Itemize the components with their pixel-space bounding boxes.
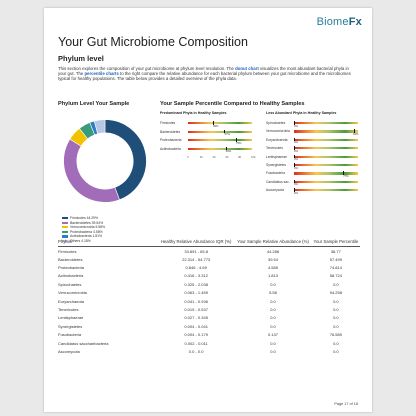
- table-cell: 94.258: [329, 290, 342, 296]
- percentile-value: 0%: [294, 183, 298, 187]
- table-row: [58, 314, 360, 322]
- donut-chart-link[interactable]: donut chart: [235, 66, 259, 71]
- percentile-value: 59%: [225, 150, 232, 153]
- table-cell: 5.58: [269, 290, 277, 296]
- percentile-row: [266, 171, 366, 178]
- percentile-row: [266, 155, 366, 162]
- table-cell: 0.002 - 0.011: [184, 340, 208, 346]
- table-cell: 0.004 - 0.179: [184, 332, 208, 338]
- axis-tick-label: 0: [187, 156, 189, 159]
- table-cell: 39.54: [267, 256, 278, 262]
- table-cell: 0.416 - 3.312: [184, 273, 208, 279]
- axis-tick-label: 20: [199, 156, 203, 159]
- table-cell: 0.846 - 4.69: [185, 265, 207, 271]
- percentile-label: Firmicutes: [160, 121, 176, 125]
- percentile-label: Spirochaetes: [266, 121, 286, 125]
- percentile-bar: [294, 130, 358, 132]
- table-cell: 0.0: [333, 298, 339, 304]
- percentile-value: 77%: [343, 174, 349, 178]
- table-cell: 33.891 - 65.8: [184, 248, 208, 254]
- percentile-value: 57%: [224, 133, 230, 136]
- table-cell: Tenericutes: [58, 307, 79, 313]
- table-cell: Synergistetes: [58, 323, 83, 329]
- percentile-row: [160, 138, 260, 145]
- table-cell: 0.0 - 0.0: [188, 348, 204, 354]
- table-row: [58, 289, 360, 297]
- table-cell: 0.0: [333, 348, 339, 354]
- legend-label: Firmicutes 44.29%: [70, 216, 99, 220]
- less-abundant-percentile-bars: [266, 121, 366, 203]
- legend-swatch: [62, 231, 68, 233]
- table-cell: 0.027 - 0.345: [184, 315, 208, 321]
- table-row: [58, 272, 360, 280]
- percentile-label: Verrucomicrobia: [266, 129, 290, 134]
- table-cell: 0.0: [333, 307, 339, 313]
- table-cell: 22.314 - 54.773: [182, 256, 211, 262]
- table-header-cell: Phylum: [58, 240, 158, 247]
- percentile-bar: [294, 189, 358, 191]
- table-header-cell: Your Sample Percentile: [312, 240, 360, 247]
- table-cell: Proteobacteria: [58, 265, 85, 271]
- table-cell: Euryarchaeota: [58, 298, 85, 304]
- table-cell: 0.0: [333, 323, 339, 329]
- donut-slice-firmicutes: [105, 120, 146, 200]
- table-cell: 0.019 - 0.537: [184, 307, 208, 313]
- table-cell: 0.063 - 1.459: [184, 290, 208, 296]
- percentile-label: Lentisphaerae: [266, 154, 287, 159]
- axis-tick-label: 60: [225, 156, 229, 159]
- percentile-row: [160, 121, 260, 128]
- percentile-bar: [188, 131, 252, 133]
- legend-label: Verrucomicrobia 5.58%: [70, 225, 106, 230]
- percentile-row: [266, 138, 366, 145]
- table-cell: 44.288: [266, 248, 280, 254]
- table-cell: 0.137: [267, 332, 278, 338]
- percentile-bar: [294, 156, 358, 158]
- table-cell: Verrucomicrobia: [58, 290, 87, 296]
- table-row: [58, 331, 360, 339]
- table-cell: 38.77: [330, 248, 341, 254]
- phylum-donut-chart: [58, 114, 152, 208]
- table-cell: 0.041 - 0.936: [184, 298, 208, 304]
- percentile-label: Bacteroidetes: [160, 129, 181, 134]
- intro-paragraph: This section explores the composition of your gut microbiome at phylum level resolution. The donut chart visualizes the most abundant bacterial phyla in your gut. The percentile charts to the right compare the relative abundance for each bacterial phylum between your gut microbiome and the microbiomes typical for healthy populations. The table below provides a detailed overview of the phyla data.: [58, 66, 351, 82]
- table-cell: Lentisphaerae: [58, 315, 84, 321]
- table-cell: 4.585: [267, 265, 278, 271]
- table-cell: 0.0: [270, 340, 276, 346]
- legend-label: Bacteroidetes 39.54%: [70, 220, 104, 225]
- percentile-label: Actinobacteria: [160, 146, 181, 151]
- percentile-label: Tenericutes: [266, 146, 283, 151]
- percentile-value: 0%: [294, 149, 298, 153]
- percentile-bar: [294, 122, 358, 124]
- percentile-value: 0%: [294, 166, 298, 170]
- percentile-value: 75%: [236, 141, 242, 145]
- table-cell: 1.813: [267, 273, 278, 279]
- axis-tick-label: 100: [251, 156, 256, 159]
- percentile-value: 0%: [294, 141, 298, 145]
- predominant-heading: Predominant Phyla in Healthy Samples: [160, 111, 227, 115]
- less-abundant-heading: Less Abundant Phyla in Healthy Samples: [266, 111, 337, 115]
- table-cell: Actinobacteria: [58, 273, 84, 279]
- table-cell: Firmicutes: [58, 248, 77, 254]
- percentile-row: [266, 188, 366, 195]
- table-row: [58, 322, 360, 330]
- legend-swatch: [62, 235, 68, 237]
- table-cell: 0.0: [270, 281, 276, 287]
- donut-slice-bacteroidetes: [64, 139, 120, 202]
- legend-label: Actinobacteria 1.81%: [70, 234, 103, 239]
- predominant-percentile-bars: [160, 121, 260, 165]
- table-cell: 74.814: [329, 265, 342, 271]
- legend-swatch: [62, 217, 68, 219]
- table-header-cell: Your Sample Relative Abundance (%): [234, 240, 311, 247]
- table-cell: 58.724: [329, 273, 342, 279]
- percentile-value: 0%: [294, 191, 298, 195]
- percentile-row: [266, 163, 366, 170]
- percentile-row: [266, 129, 366, 136]
- percentile-bar: [188, 148, 252, 150]
- axis-tick-label: 80: [238, 156, 242, 159]
- table-cell: 0.0: [270, 307, 276, 313]
- table-row: [58, 347, 360, 355]
- table-cell: Bacteroidetes: [58, 256, 83, 262]
- table-cell: Spirochaetes: [58, 281, 82, 287]
- phylum-data-table: [58, 240, 360, 356]
- percentile-bar: [294, 181, 358, 183]
- table-row: [58, 297, 360, 305]
- table-cell: 0.0: [270, 315, 276, 321]
- legend-swatch: [62, 226, 68, 228]
- percentile-row: [266, 180, 366, 187]
- percentile-value: 94%: [353, 132, 359, 136]
- table-cell: Fusobacteria: [58, 332, 82, 338]
- table-cell: Ascomycota: [58, 348, 80, 354]
- legend-label: Proteobacteria 4.58%: [70, 229, 103, 234]
- percentile-bar: [294, 147, 358, 149]
- percentile-label: Ascomycota: [266, 188, 284, 193]
- table-cell: 76.589: [329, 332, 342, 338]
- table-row: [58, 255, 360, 263]
- table-cell: 0.0: [333, 340, 339, 346]
- percentile-charts-link[interactable]: percentile charts: [84, 71, 119, 77]
- brand-logo: BiomeFx: [316, 16, 362, 28]
- percentile-row: [266, 146, 366, 153]
- percentile-row: [160, 130, 260, 137]
- percentile-row: [266, 121, 366, 128]
- axis-tick-label: 40: [212, 156, 216, 159]
- table-row: [58, 305, 360, 313]
- table-row: [58, 280, 360, 288]
- table-cell: 0.325 - 2.038: [184, 281, 208, 287]
- percentile-bar: [188, 122, 252, 124]
- report-page: [44, 8, 372, 412]
- page-number: Page 17 of 18: [334, 402, 358, 406]
- page-title: Your Gut Microbiome Composition: [58, 35, 248, 49]
- table-cell: 0.0: [270, 348, 276, 354]
- percentile-label: Fusobacteria: [266, 171, 286, 176]
- donut-heading: Phylum Level Your Sample: [58, 101, 130, 107]
- percentile-heading: Your Sample Percentile Compared to Healthy Samples: [160, 101, 305, 107]
- table-cell: 0.0: [333, 281, 339, 287]
- table-cell: 0.0: [270, 298, 276, 304]
- percentile-label: Synergistetes: [266, 163, 286, 167]
- table-cell: 0.004 - 0.041: [184, 323, 208, 329]
- percentile-label: Proteobacteria: [160, 138, 182, 142]
- percentile-bar: [294, 164, 358, 166]
- percentile-bar: [294, 139, 358, 141]
- percentile-value: 0%: [294, 158, 298, 162]
- percentile-value: 0%: [294, 124, 298, 128]
- table-cell: 0.0: [333, 315, 339, 321]
- table-cell: 57.499: [329, 256, 342, 262]
- percentile-value: 39%: [212, 124, 219, 128]
- table-cell: Candidatus saccharibacteria: [58, 340, 109, 346]
- percentile-label: Euryarchaeota: [266, 137, 288, 142]
- legend-label: Others 4.18%: [70, 238, 91, 243]
- legend-swatch: [62, 222, 68, 224]
- section-subtitle: Phylum level: [58, 54, 104, 63]
- table-header-cell: Healthy Relative Abundance IQR (%): [158, 240, 234, 247]
- percentile-bar: [188, 139, 252, 141]
- table-cell: 0.0: [270, 323, 276, 329]
- table-row: [58, 263, 360, 271]
- percentile-label: Candidatus sac.: [266, 179, 290, 184]
- table-row: [58, 339, 360, 347]
- percentile-row: [160, 147, 260, 154]
- table-row: [58, 247, 360, 255]
